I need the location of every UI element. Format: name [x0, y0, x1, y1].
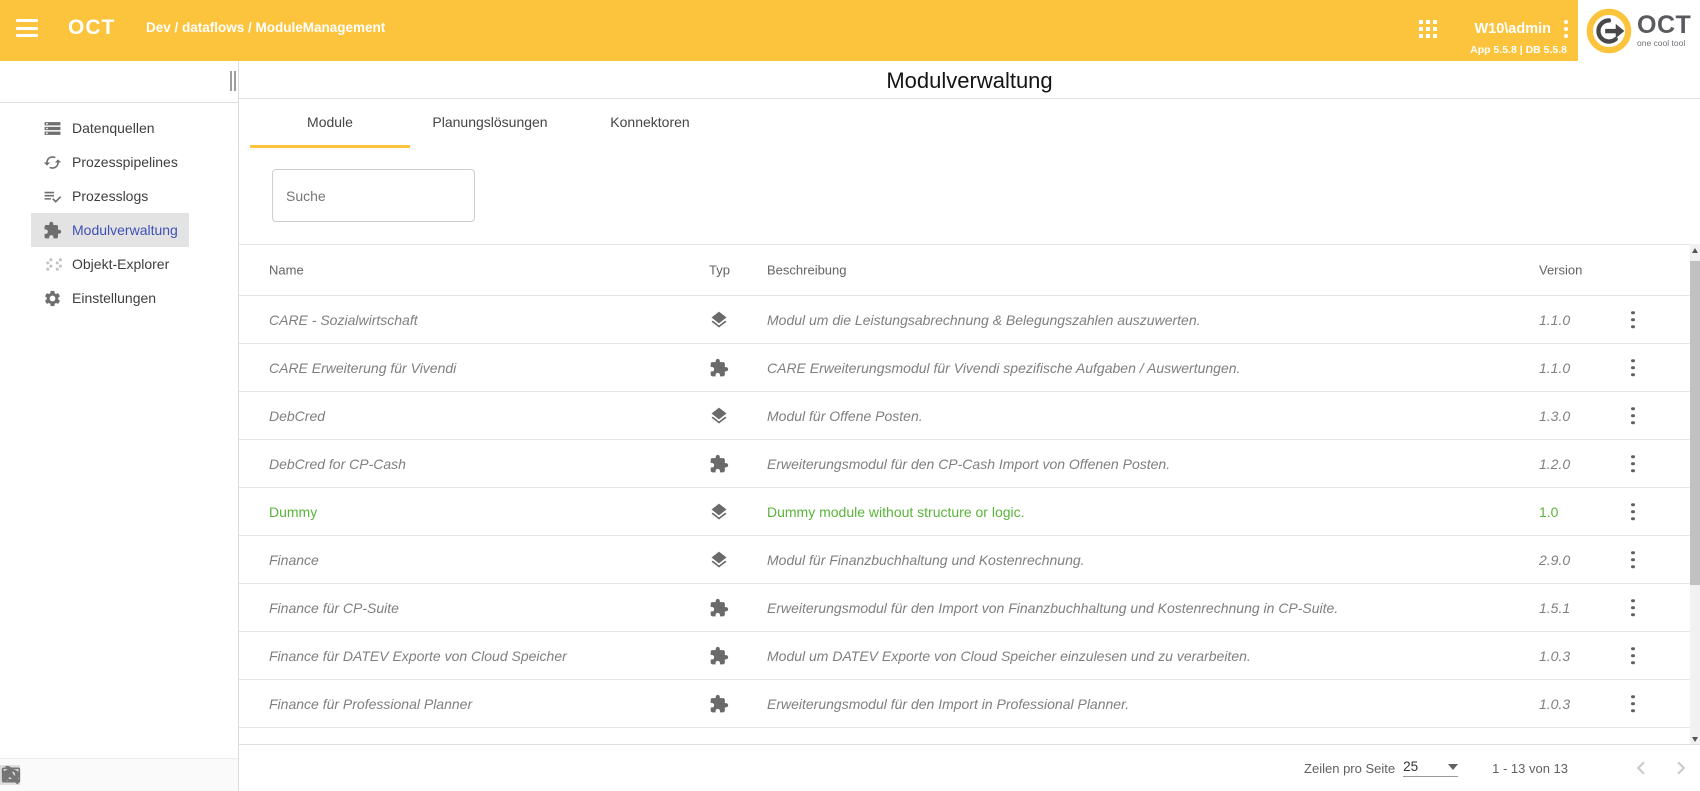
- titlebar: [239, 61, 1700, 99]
- apps-grid-icon[interactable]: [1419, 20, 1437, 38]
- table-header: [239, 244, 1700, 296]
- sidebar-menu: [0, 111, 238, 315]
- module-name: Finance für Professional Planner: [269, 695, 473, 712]
- module-name: DebCred for CP-Cash: [269, 455, 406, 472]
- storage-icon: [43, 119, 62, 138]
- sidebar-item-label: Objekt-Explorer: [72, 256, 170, 272]
- sidebar-item-prozesslogs[interactable]: [31, 179, 189, 213]
- oct-logo: [1578, 0, 1700, 61]
- row-kebab-icon[interactable]: [1625, 308, 1641, 332]
- module-name: CARE Erweiterung für Vivendi: [269, 359, 457, 376]
- sync-icon: [43, 153, 62, 172]
- table-row[interactable]: [239, 680, 1700, 728]
- col-name: Name: [269, 262, 304, 278]
- table-row[interactable]: [239, 536, 1700, 584]
- module-version: 1.0.3: [1539, 647, 1571, 664]
- rows-per-page-label: Zeilen pro Seite: [1304, 760, 1396, 776]
- col-beschreibung: Beschreibung: [767, 262, 847, 278]
- module-name: Dummy: [269, 503, 318, 520]
- module-version: 2.9.0: [1539, 551, 1571, 568]
- sidebar-item-label: Prozesslogs: [72, 188, 149, 204]
- row-kebab-icon[interactable]: [1625, 452, 1641, 476]
- layers-icon: [709, 406, 729, 426]
- page-title: Modulverwaltung: [886, 68, 1053, 93]
- breadcrumb[interactable]: Dev / dataflows / ModuleManagement: [146, 20, 386, 35]
- module-version: 1.0: [1539, 503, 1559, 520]
- playlist-check-icon: [43, 187, 62, 206]
- puzzle-icon: [709, 694, 729, 714]
- puzzle-icon: [43, 221, 62, 240]
- row-kebab-icon[interactable]: [1625, 500, 1641, 524]
- rows-per-page-value: 25: [1403, 759, 1419, 774]
- sidebar-item-einstellungen[interactable]: [31, 281, 189, 315]
- module-name: Finance für DATEV Exporte von Cloud Speicher: [269, 647, 567, 664]
- module-name: Finance für CP-Suite: [269, 599, 399, 616]
- tabs: [250, 99, 1700, 148]
- chevron-right-icon[interactable]: [1668, 755, 1694, 781]
- vertical-scrollbar[interactable]: [1690, 244, 1700, 745]
- sidebar-item-label: Modulverwaltung: [72, 222, 178, 238]
- puzzle-icon: [709, 598, 729, 618]
- module-version: 1.3.0: [1539, 407, 1571, 424]
- module-version: 1.2.0: [1539, 455, 1571, 472]
- tab-module[interactable]: Module: [250, 99, 410, 148]
- rows-per-page-select[interactable]: [1403, 759, 1458, 777]
- module-description: Erweiterungsmodul für den Import in Professional Planner.: [767, 695, 1130, 712]
- module-description: Erweiterungsmodul für den Import von Finanzbuchhaltung und Kostenrechnung in CP-Suite.: [767, 599, 1339, 616]
- top-app-bar: [0, 0, 1700, 61]
- module-description: Modul für Offene Posten.: [767, 407, 923, 424]
- table-row[interactable]: [239, 488, 1700, 536]
- layers-icon: [709, 502, 729, 522]
- scrollbar-thumb[interactable]: [1690, 261, 1700, 585]
- app-title: OCT: [68, 16, 116, 39]
- grid-dots-icon: [43, 255, 62, 274]
- chevron-left-icon[interactable]: [1628, 755, 1654, 781]
- splitter-handle-icon[interactable]: [230, 71, 236, 91]
- pagination-range: 1 - 13 von 13: [1492, 760, 1568, 776]
- row-kebab-icon[interactable]: [1625, 644, 1641, 668]
- row-kebab-icon[interactable]: [1625, 356, 1641, 380]
- sidebar-bottom-toolbar: [0, 758, 238, 791]
- sidebar-header: [0, 61, 238, 103]
- dropdown-caret-icon: [1448, 764, 1458, 770]
- module-description: CARE Erweiterungsmodul für Vivendi spezifische Aufgaben / Auswertungen.: [767, 359, 1241, 376]
- table-row[interactable]: [239, 392, 1700, 440]
- logo-text: OCT: [1637, 11, 1692, 39]
- username: W10\admin: [1474, 21, 1551, 37]
- module-description: Dummy module without structure or logic.: [767, 503, 1025, 520]
- sidebar-item-label: Datenquellen: [72, 120, 155, 136]
- sidebar: [0, 61, 239, 791]
- tab-konnektoren[interactable]: Konnektoren: [610, 114, 690, 130]
- table-row[interactable]: [239, 440, 1700, 488]
- sidebar-item-prozesspipelines[interactable]: [31, 145, 189, 179]
- sidebar-item-modulverwaltung[interactable]: [31, 213, 189, 247]
- table-row[interactable]: [239, 344, 1700, 392]
- table-row[interactable]: [239, 632, 1700, 680]
- module-version: 1.5.1: [1539, 599, 1571, 616]
- module-version: 1.0.3: [1539, 695, 1571, 712]
- tab-planungsloesungen[interactable]: Planungslösungen: [432, 114, 548, 130]
- sidebar-item-label: Prozesspipelines: [72, 154, 178, 170]
- hamburger-menu-icon[interactable]: [16, 19, 40, 41]
- user-kebab-icon[interactable]: [1560, 18, 1572, 40]
- module-table: [239, 244, 1700, 728]
- logo-tagline: one cool tool: [1637, 38, 1686, 48]
- sidebar-item-label: Einstellungen: [72, 290, 157, 306]
- puzzle-icon: [709, 646, 729, 666]
- layers-icon: [709, 310, 729, 330]
- module-version: 1.1.0: [1539, 359, 1571, 376]
- module-description: Modul für Finanzbuchhaltung und Kostenrechnung.: [767, 551, 1085, 568]
- module-name: DebCred: [269, 407, 326, 424]
- row-kebab-icon[interactable]: [1625, 692, 1641, 716]
- sidebar-item-objekt-explorer[interactable]: [31, 247, 189, 281]
- paginator: [239, 744, 1700, 791]
- layers-icon: [709, 550, 729, 570]
- table-row[interactable]: [239, 584, 1700, 632]
- col-typ: Typ: [709, 262, 730, 278]
- module-description: Modul um die Leistungsabrechnung & Belegungszahlen auszuwerten.: [767, 311, 1201, 328]
- module-description: Modul um DATEV Exporte von Cloud Speicher einzulesen und zu verarbeiten.: [767, 647, 1251, 664]
- module-version: 1.1.0: [1539, 311, 1571, 328]
- col-version: Version: [1539, 262, 1583, 278]
- table-body: [239, 296, 1700, 728]
- gear-icon: [43, 289, 62, 308]
- oct-circle-arrow-logo: [1586, 8, 1632, 54]
- wrench-icon[interactable]: [0, 765, 21, 785]
- module-description: Erweiterungsmodul für den CP-Cash Import von Offenen Posten.: [767, 455, 1171, 472]
- table-row[interactable]: [239, 296, 1700, 344]
- puzzle-icon: [709, 454, 729, 474]
- puzzle-icon: [709, 358, 729, 378]
- row-kebab-icon[interactable]: [1625, 548, 1641, 572]
- row-kebab-icon[interactable]: [1625, 596, 1641, 620]
- search-input[interactable]: [273, 170, 474, 221]
- row-kebab-icon[interactable]: [1625, 404, 1641, 428]
- scrollbar-up-icon[interactable]: [1690, 244, 1700, 256]
- sidebar-item-datenquellen[interactable]: [31, 111, 189, 145]
- app-version-text: App 5.5.8 | DB 5.5.8: [1470, 44, 1567, 56]
- search-box: [272, 169, 475, 222]
- module-name: CARE - Sozialwirtschaft: [269, 311, 418, 328]
- module-name: Finance: [269, 551, 319, 568]
- main-content: [239, 61, 1700, 791]
